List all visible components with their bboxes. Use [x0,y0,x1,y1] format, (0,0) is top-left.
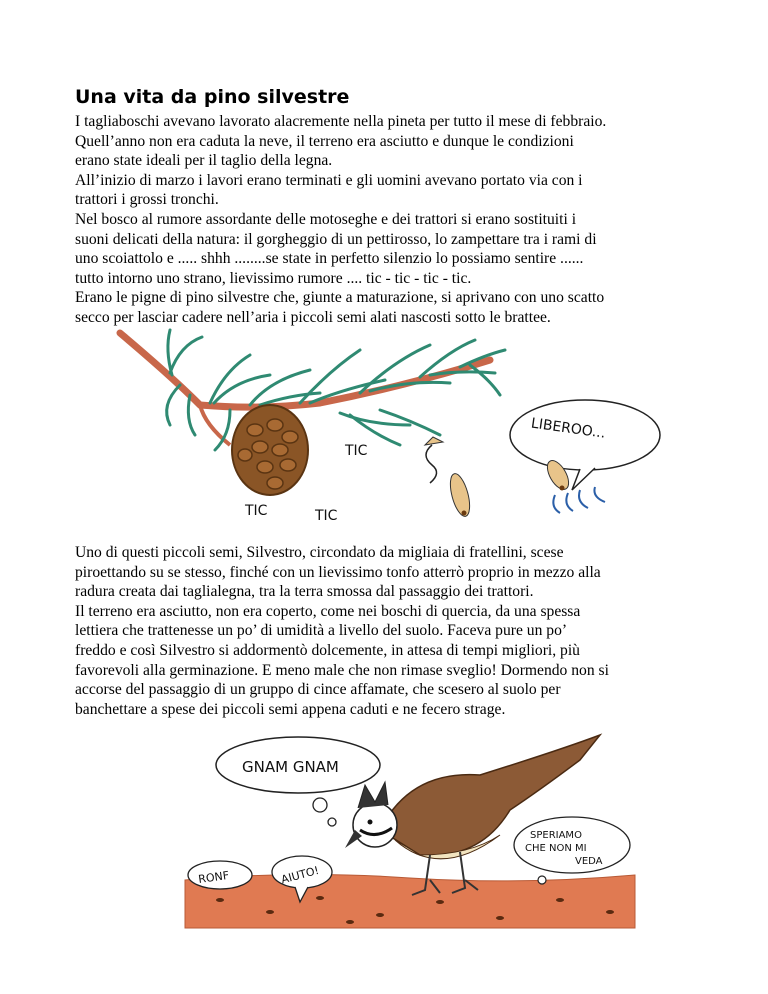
bubble-text: VEDA [575,856,603,867]
text-line: lettiera che trattenesse un po’ di umidità a livello del suolo. Faceva pure un po’ [75,622,568,640]
text-line: tutto intorno uno strano, lievissimo rumore .... tic - tic - tic - tic. [75,269,472,287]
bubble-text: RONF [197,868,230,886]
text-line: trattori i grossi tronchi. [75,191,219,209]
text-line: uno scoiattolo e ..... shhh ........se state in perfetto silenzio lo possiamo sentire ...... [75,250,584,268]
crested-tit-illustration [180,730,640,930]
page-title: Una vita da pino silvestre [75,86,350,108]
text-line: favorevoli alla germinazione. E meno male che non rimase sveglio! Dormendo non si [75,661,609,679]
text-line: I tagliaboschi avevano lavorato alacremente nella pineta per tutto il mese di febbraio. [75,113,607,130]
text-line: piroettando su se stesso, finché con un lievissimo tonfo atterrò proprio in mezzo alla [75,563,601,581]
intro-paragraph [75,112,715,328]
text-line: suoni delicati della natura: il gorgheggio di un pettirosso, lo zampettare tra i rami di [75,230,597,248]
text-line: All’inizio di marzo i lavori erano terminati e gli uomini avevano portato via con i [75,171,583,189]
falling-seed [425,437,473,518]
bubble-text: AIUTO! [279,863,321,887]
text-line: Quell’anno non era caduta la neve, il terreno era asciutto e dunque le condizioni [75,132,574,150]
pine-branch-illustration [110,325,680,525]
bubble-text: SPERIAMO [530,830,582,841]
bubble-text: LIBEROO... [529,415,607,442]
bubble-text: CHE NON MI [525,843,587,854]
text-line: Uno di questi piccoli semi, Silvestro, circondato da migliaia di fratellini, scese [75,544,564,561]
text-line: accorse del passaggio di un gruppo di cince affamate, che scesero al suolo per [75,681,561,699]
text-line: Erano le pigne di pino silvestre che, giunte a maturazione, si aprivano con uno scatto [75,289,605,307]
soil-ground [185,874,635,928]
text-line: erano state ideali per il taglio della legna. [75,152,333,170]
bubble-text: GNAM GNAM [242,758,339,776]
text-line: freddo e così Silvestro si addormentò dolcemente, in attesa di tempi migliori, più [75,641,580,659]
text-line: Il terreno era asciutto, non era coperto, come nei boschi di quercia, da una spessa [75,602,581,620]
text-line: radura creata dai taglialegna, tra la terra smossa dal passaggio dei trattori. [75,583,534,601]
text-line: secco per lasciar cadere nell’aria i piccoli semi alati nascosti sotto le brattee. [75,308,551,326]
tic-label: TIC [245,503,268,519]
tic-label: TIC [345,443,368,459]
text-line: Nel bosco al rumore assordante delle motoseghe e dei trattori si erano sostituiti i [75,210,577,228]
tic-label: TIC [315,508,338,524]
story-paragraph [75,543,715,719]
text-line: banchettare a spese dei piccoli semi appena caduti e ne fecero strage. [75,700,506,718]
